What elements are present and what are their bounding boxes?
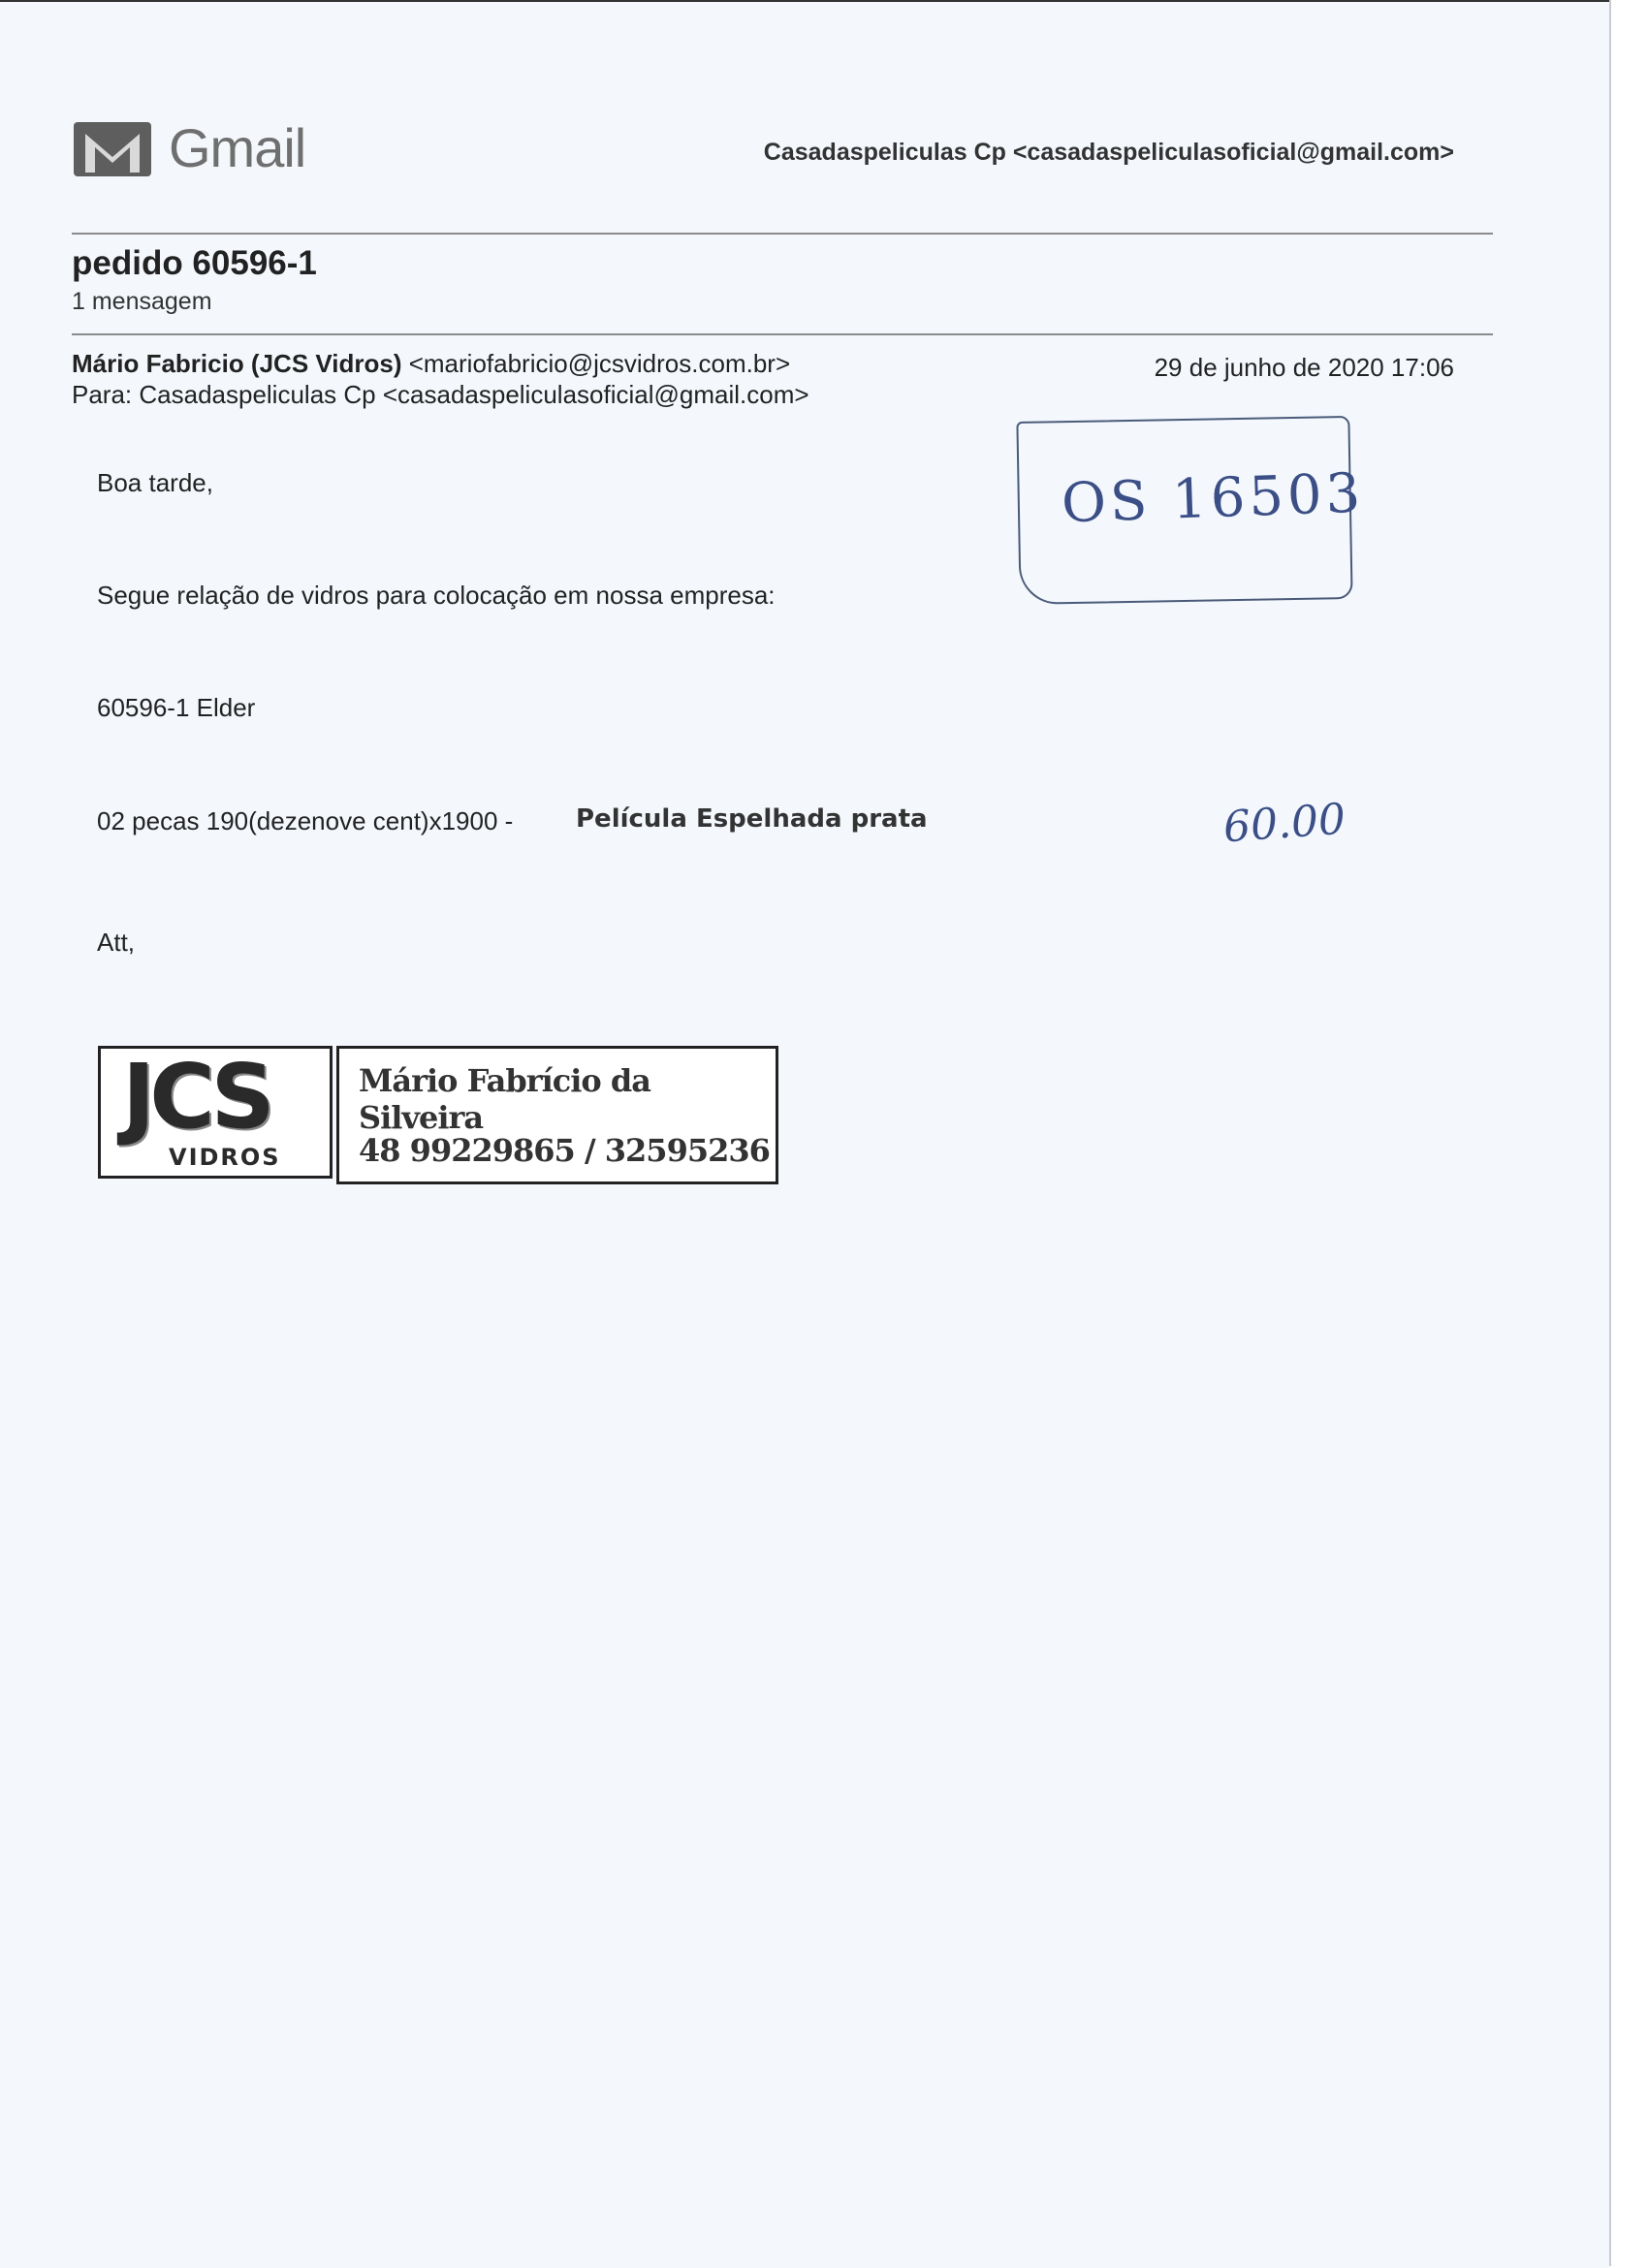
gmail-envelope-icon xyxy=(72,118,153,178)
message-date: 29 de junho de 2020 17:06 xyxy=(1154,353,1454,382)
sender-email: <mariofabricio@jcsvidros.com.br> xyxy=(408,349,791,378)
jcs-logo-subtitle: VIDROS xyxy=(169,1144,281,1171)
signature-phones: 48 99229865 / 32595236 xyxy=(359,1132,770,1169)
gmail-logo xyxy=(72,116,305,180)
body-order-ref: 60596-1 Elder xyxy=(97,693,256,722)
handwritten-price: 60.00 xyxy=(1221,794,1347,853)
signature-info xyxy=(336,1046,778,1184)
jcs-logo xyxy=(98,1046,333,1179)
body-signoff: Att, xyxy=(97,928,136,957)
message-divider xyxy=(72,333,1493,335)
email-signature xyxy=(98,1046,778,1184)
header-divider xyxy=(72,233,1493,235)
message-count: 1 mensagem xyxy=(72,288,212,315)
jcs-logo-letters: JCS xyxy=(122,1045,269,1149)
body-intro: Segue relação de vidros para colocação em nossa empresa: xyxy=(97,581,776,610)
gmail-wordmark: Gmail xyxy=(169,117,306,178)
sender-name: Mário Fabricio (JCS Vidros) xyxy=(72,349,402,378)
account-identity: Casadaspeliculas Cp <casadaspeliculasoficial@gmail.com> xyxy=(763,139,1454,166)
message-recipient: Para: Casadaspeliculas Cp <casadaspeliculasoficial@gmail.com> xyxy=(72,380,809,409)
body-greeting: Boa tarde, xyxy=(97,468,213,497)
handwritten-os-number: OS 16503 xyxy=(1060,461,1366,536)
signature-name: Mário Fabrício da Silveira xyxy=(359,1062,650,1136)
stamped-film-type: Película Espelhada prata xyxy=(576,804,928,834)
message-sender xyxy=(72,349,790,379)
body-item-line: 02 pecas 190(dezenove cent)x1900 - xyxy=(97,806,514,835)
scan-edge xyxy=(1609,0,1611,2266)
thread-subject: pedido 60596-1 xyxy=(72,244,317,282)
